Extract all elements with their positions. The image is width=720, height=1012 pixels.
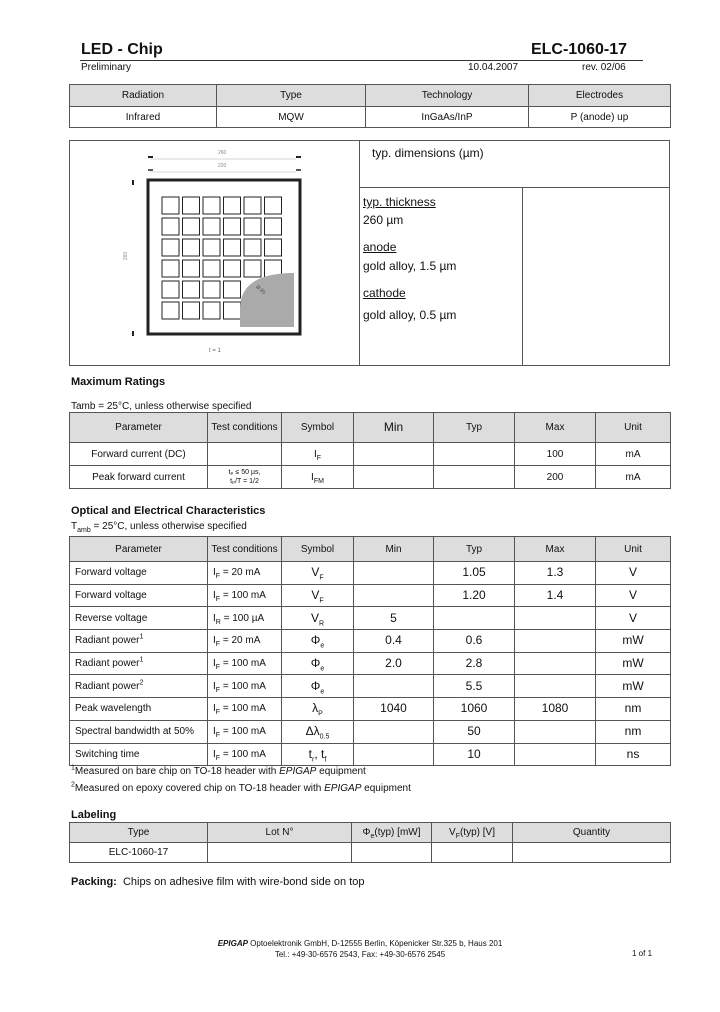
max-ratings-condition: Tamb = 25°C, unless otherwise specified xyxy=(71,401,252,412)
part-number: ELC-1060-17 xyxy=(530,41,627,58)
cathode-label: cathode xyxy=(363,286,406,300)
summary-header-radiation: Radiation xyxy=(70,85,217,107)
optical-condition: $T_{amb} = 25^\circ C$, unless otherwise specified xyxy=(71,521,247,534)
chip-drawing xyxy=(70,141,359,366)
footer-contact: Tel.: +49-30-6576 2543, Fax: +49-30-6576 2545 xyxy=(274,950,446,959)
table-row: Spectral bandwidth at 50% $I_F = 100$ mA $\Delta\lambda_{0.5}$ 50 nm xyxy=(70,720,671,743)
chip-cell xyxy=(183,281,200,298)
status-label: Preliminary xyxy=(81,62,132,73)
thickness-value: 260 µm xyxy=(363,213,404,227)
chip-cell xyxy=(162,302,179,319)
max-ratings-table xyxy=(69,412,671,489)
table-row: Switching time $I_F = 100$ mA $t_r$, $t_f$ 10 ns xyxy=(70,743,671,766)
chip-cell xyxy=(162,239,179,256)
oe-header-unit: Unit xyxy=(596,537,671,562)
chip-cell xyxy=(244,239,261,256)
dim-top-outer: 260 xyxy=(218,150,227,156)
chip-cell xyxy=(183,260,200,277)
chip-cell xyxy=(224,197,241,214)
table-row: Forward current (DC) $I_F$ 100 mA xyxy=(70,443,671,466)
optical-title: Optical and Electrical Characteristics xyxy=(71,505,266,517)
table-row: Radiant power$^1$ $I_F = 100$ mA $\Phi_e$ 2.0 2.8 mW xyxy=(70,652,671,675)
chip-cell xyxy=(162,260,179,277)
summary-table xyxy=(69,84,671,128)
header-rule xyxy=(80,60,643,61)
chip-cell xyxy=(203,302,220,319)
chip-cell xyxy=(244,260,261,277)
chip-cell xyxy=(183,302,200,319)
chip-cell xyxy=(183,218,200,235)
mr-header-typ: Typ xyxy=(434,413,515,443)
summary-electrodes: P (anode) up xyxy=(529,107,671,128)
labeling-table xyxy=(69,822,671,863)
dimensions-heading: typ. dimensions (µm) xyxy=(372,146,484,160)
footnote-2: $^2$Measured on epoxy covered chip on TO-18 header with EPIGAP equipment xyxy=(71,781,411,794)
mr-header-unit: Unit xyxy=(596,413,671,443)
chip-cell xyxy=(265,218,282,235)
chip-cell xyxy=(244,197,261,214)
chip-cell xyxy=(203,260,220,277)
label-header-qty: Quantity xyxy=(513,823,671,843)
optical-table xyxy=(69,536,671,766)
revision: rev. 02/06 xyxy=(582,62,626,73)
mr-header-parameter: Parameter xyxy=(70,413,208,443)
mr-header-min: Min xyxy=(354,413,434,443)
label-header-lot: Lot N° xyxy=(208,823,352,843)
chip-cell xyxy=(183,197,200,214)
oe-header-parameter: Parameter xyxy=(70,537,208,562)
chip-cell xyxy=(244,218,261,235)
summary-radiation: Infrared xyxy=(70,107,217,128)
chip-cell xyxy=(162,281,179,298)
chip-cell xyxy=(224,260,241,277)
doc-date: 10.04.2007 xyxy=(468,62,519,73)
chip-cell xyxy=(162,218,179,235)
table-row: Forward voltage $I_F = 20$ mA $V_F$ 1.05 1.3 V xyxy=(70,562,671,585)
summary-header-type: Type xyxy=(217,85,366,107)
table-row: Radiant power$^2$ $I_F = 100$ mA $\Phi_e$ 5.5 mW xyxy=(70,675,671,698)
labeling-title: Labeling xyxy=(71,809,117,821)
table-row: Forward voltage $I_F = 100$ mA $V_F$ 1.20 1.4 V xyxy=(70,584,671,607)
chip-cell xyxy=(203,239,220,256)
table-row: Reverse voltage $I_R = 100$ µA $V_R$ 5 V xyxy=(70,607,671,630)
dim-top-inner: 220 xyxy=(218,163,227,169)
chip-cell xyxy=(224,302,241,319)
footer-address: EPIGAP Optoelektronik GmbH, D-12555 Berlin, Köpenicker Str.325 b, Haus 201 xyxy=(217,939,503,948)
label-header-type: Type xyxy=(70,823,208,843)
chip-cell xyxy=(224,239,241,256)
anode-value: gold alloy, 1.5 µm xyxy=(363,259,457,273)
chip-cell xyxy=(203,218,220,235)
chip-cell xyxy=(224,281,241,298)
footnote-1: $^1$Measured on bare chip on TO-18 header with EPIGAP equipment xyxy=(71,764,366,777)
cathode-value: gold alloy, 0.5 µm xyxy=(363,308,457,322)
oe-header-typ: Typ xyxy=(434,537,515,562)
table-row: Peak wavelength $I_F = 100$ mA $\lambda_P$ 1040 1060 1080 nm xyxy=(70,698,671,721)
chip-cell xyxy=(183,239,200,256)
label-header-vf: $V_F(typ)$ [V] xyxy=(432,823,513,843)
max-ratings-title: Maximum Ratings xyxy=(71,376,166,388)
oe-header-symbol: Symbol xyxy=(282,537,354,562)
table-row: ELC-1060-17 xyxy=(70,843,671,863)
chip-cell xyxy=(265,197,282,214)
summary-header-electrodes: Electrodes xyxy=(529,85,671,107)
oe-header-max: Max xyxy=(515,537,596,562)
drawing-caption: t = 1 xyxy=(209,348,221,354)
mr-header-max: Max xyxy=(515,413,596,443)
dimension-panel xyxy=(69,140,670,366)
anode-label: anode xyxy=(363,240,397,254)
page-number: 1 of 1 xyxy=(632,949,653,958)
summary-header-technology: Technology xyxy=(366,85,529,107)
summary-technology: InGaAs/InP xyxy=(366,107,529,128)
chip-cell xyxy=(162,197,179,214)
chip-cell xyxy=(265,239,282,256)
mr-header-symbol: Symbol xyxy=(282,413,354,443)
doc-title: LED - Chip xyxy=(81,41,163,58)
table-row: Peak forward current tₚ ≤ 50 µs, tₚ/T = 1/2 $I_{FM}$ 200 mA xyxy=(70,466,671,489)
summary-type: MQW xyxy=(217,107,366,128)
dim-side: 260 xyxy=(123,251,130,261)
chip-cell xyxy=(203,281,220,298)
oe-header-test: Test conditions xyxy=(208,537,282,562)
table-row: Radiant power$^1$ $I_F = 20$ mA $\Phi_e$ 0.4 0.6 mW xyxy=(70,630,671,653)
oe-header-min: Min xyxy=(354,537,434,562)
pad-label: Ø 85 xyxy=(254,284,267,296)
packing: Packing: Chips on adhesive film with wire-bond side on top xyxy=(71,876,365,888)
chip-cell xyxy=(203,197,220,214)
mr-header-test: Test conditions xyxy=(208,413,282,443)
chip-cell xyxy=(224,218,241,235)
thickness-label: typ. thickness xyxy=(363,195,436,209)
label-header-phi: $\Phi_e(typ)$ [mW] xyxy=(352,823,432,843)
